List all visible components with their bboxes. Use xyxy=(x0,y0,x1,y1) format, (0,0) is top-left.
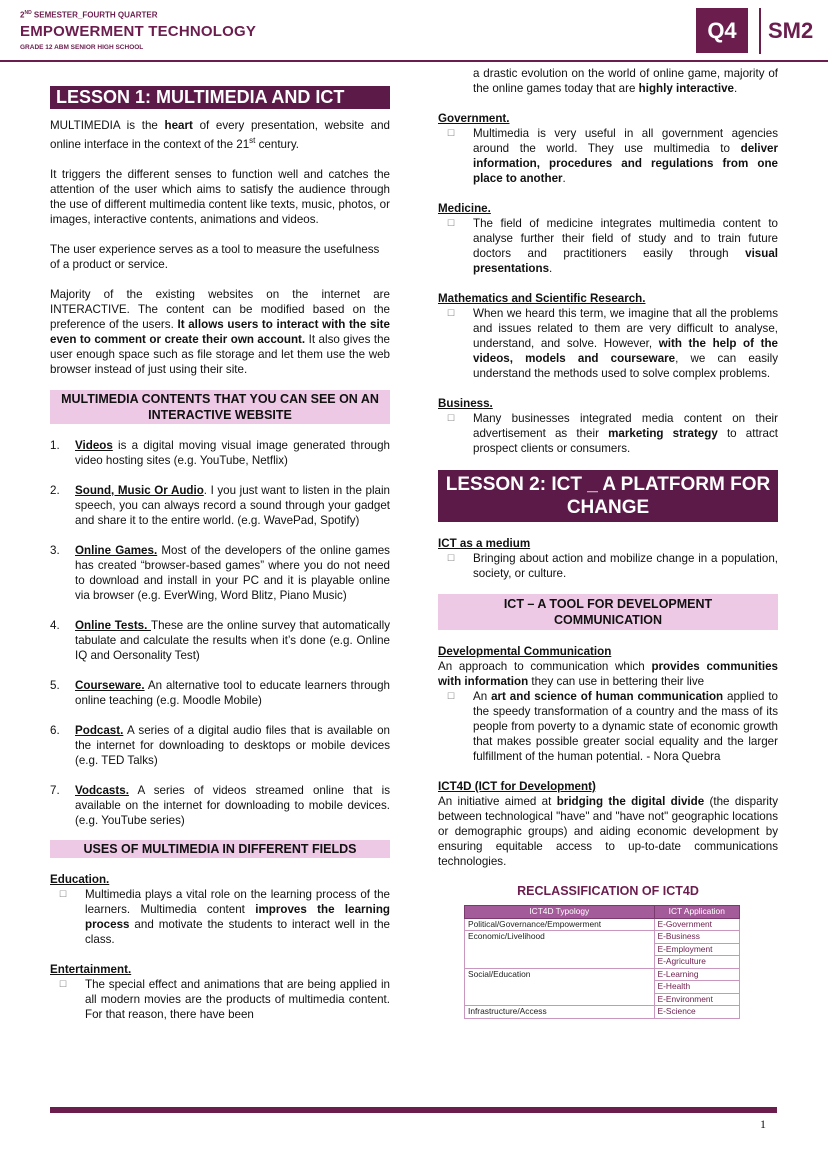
table-row: Economic/Livelihood E-Business xyxy=(465,931,740,944)
list-item: 6. Podcast. A series of a digital audio files that is available on the internet for downloading to desktops or mobile devices (e.g. TED Talks) xyxy=(50,723,390,767)
table-row: Political/Governance/Empowerment E-Government xyxy=(465,918,740,931)
list-item: 7. Vodcasts. A series of videos streamed online that is available on the internet for downloading to mobile devices. (e.g. YouTube series) xyxy=(50,783,390,827)
list-item: 5. Courseware. An alternative tool to educate learners through online teaching (e.g. Moodle Mobile) xyxy=(50,678,390,707)
table-header: ICT4D Typology xyxy=(465,906,655,919)
table-row: E-Health xyxy=(465,981,740,994)
entertainment-heading: Entertainment. xyxy=(50,962,132,976)
contents-list xyxy=(50,438,390,828)
medicine-heading: Medicine. xyxy=(438,202,491,215)
document-title: EMPOWERMENT TECHNOLOGY xyxy=(20,23,257,40)
lesson1-interactive: Majority of the existing websites on the internet are INTERACTIVE. The content can be modified based on the preference of the users. It allows users to interact with the site even to comment or create their own account. It also gives the user enough space such as file storage and let them use the web browser instead of just using their site. xyxy=(50,287,390,376)
page-number: 1 xyxy=(760,1117,766,1131)
ict4d-text: An initiative aimed at bridging the digital divide (the disparity between technological "have" and "have not" geographic locations or demographic groups) and aiding economic development by ensuring equitable access to up-to-date communications technologies. xyxy=(438,795,779,868)
entertainment-bullet: ☐ The special effect and animations that are being applied in all modern movies are the products of multimedia content. For that reason, there have been xyxy=(59,977,390,1021)
document-subtitle: GRADE 12 ABM SENIOR HIGH SCHOOL xyxy=(20,44,144,51)
left-column xyxy=(50,70,390,1022)
business-bullet: ☐ Many businesses integrated media content on their advertisement as their marketing strategy to attract prospect clients or consumers. xyxy=(447,412,779,455)
government-bullet: ☐ Multimedia is very useful in all government agencies around the world. They use multimedia to deliver information, procedures and regulations from one place to another. xyxy=(447,127,778,185)
devcom-heading: Developmental Communication xyxy=(438,645,612,658)
lesson1-user-experience: The user experience serves as a tool to measure the usefulness of a product or service. xyxy=(50,242,380,271)
education-bullet: ☐ Multimedia plays a vital role on the learning process of the learners. Multimedia content improves the learning process and motivate the students to interact well in the class. xyxy=(59,887,390,946)
entertainment-continued: a drastic evolution on the world of online game, majority of the online games today that are highly interactive. xyxy=(473,67,778,95)
lesson1-intro: MULTIMEDIA is the heart of every presentation, website and online interface in the context of the 21st century. xyxy=(50,119,390,151)
math-heading: Mathematics and Scientific Research. xyxy=(438,292,646,305)
table-title: RECLASSIFICATION OF ICT4D xyxy=(517,884,699,898)
table-row: E-Agriculture xyxy=(465,956,740,969)
lesson1-title: LESSON 1: MULTIMEDIA AND ICT xyxy=(50,86,390,109)
devcom-bullet: ☐ An art and science of human communication applied to the speedy transformation of a country and the mass of its people from poverty to a dynamic state of economic growth that makes possible greater social equality and the larger fulfillment of the human potential. - Nora Quebra xyxy=(447,690,778,763)
business-heading: Business. xyxy=(438,397,493,410)
medium-heading: ICT as a medium xyxy=(438,537,531,550)
header-rule xyxy=(0,60,828,62)
lesson1-senses: It triggers the different senses to function well and catches the attention of the user which aims to satisfy the audience through the use of different multimedia content like texts, music, photos, or images, interactive contents, animations and videos. xyxy=(50,167,390,226)
table-header: ICT Application xyxy=(654,906,739,919)
uses-heading: USES OF MULTIMEDIA IN DIFFERENT FIELDS xyxy=(50,840,390,858)
list-item: 3. Online Games. Most of the developers of the online games has created “browser-based games” where you do not need to download and install in your PC and it is playable online via browser (e.g. EverWing, Word Blitz, Piano Music) xyxy=(50,543,390,602)
contents-heading: MULTIMEDIA CONTENTS THAT YOU CAN SEE ON AN INTERACTIVE WEBSITE xyxy=(50,390,390,424)
ict4d-heading: ICT4D (ICT for Development) xyxy=(438,780,596,793)
math-bullet: ☐ When we heard this term, we imagine that all the problems and issues related to them are very difficult to analyse, understand, and solve. However, with the help of the videos, models and courseware, we can easily understand the methods used to solve complex problems. xyxy=(447,307,779,380)
table-row: E-Environment xyxy=(465,993,740,1006)
module-badge: SM2 xyxy=(768,18,814,43)
semester-label: 2ND SEMESTER_FOURTH QUARTER xyxy=(20,10,158,20)
table-row: Social/Education E-Learning xyxy=(465,968,740,981)
ict4d-table xyxy=(464,905,740,1019)
header-divider xyxy=(759,8,761,54)
education-heading: Education. xyxy=(50,872,110,886)
quarter-badge: Q4 xyxy=(696,8,748,53)
table-row: E-Employment xyxy=(465,943,740,956)
list-item: 1. Videos is a digital moving visual image generated through video hosting sites (e.g. YouTube, Netflix) xyxy=(50,438,390,467)
list-item: 2. Sound, Music Or Audio. I you just want to listen in the plain speech, you can always record a sound through your gadget and share it to the entire world. (e.g. WavePad, Spotify) xyxy=(50,483,390,527)
table-header-row xyxy=(465,906,740,919)
right-column xyxy=(438,66,778,1019)
government-heading: Government. xyxy=(438,112,510,125)
table-row: Infrastructure/Access E-Science xyxy=(465,1006,740,1019)
medium-bullet: ☐ Bringing about action and mobilize change in a population, society, or culture. xyxy=(447,552,778,580)
footer-rule xyxy=(50,1107,777,1113)
devcom-text: An approach to communication which provides communities with information they can use in bettering their live xyxy=(438,660,778,688)
lesson2-title: LESSON 2: ICT _ A PLATFORM FOR CHANGE xyxy=(438,470,778,522)
list-item: 4. Online Tests. These are the online survey that automatically tabulate and calculate the results when it’s done (e.g. Online IQ and Oersonality Test) xyxy=(50,618,390,662)
tool-heading: ICT – A TOOL FOR DEVELOPMENT COMMUNICATION xyxy=(438,594,778,630)
medicine-bullet: ☐ The field of medicine integrates multimedia content to analyse further their field of study and to train future doctors and practitioners easily through visual presentations. xyxy=(447,217,778,275)
